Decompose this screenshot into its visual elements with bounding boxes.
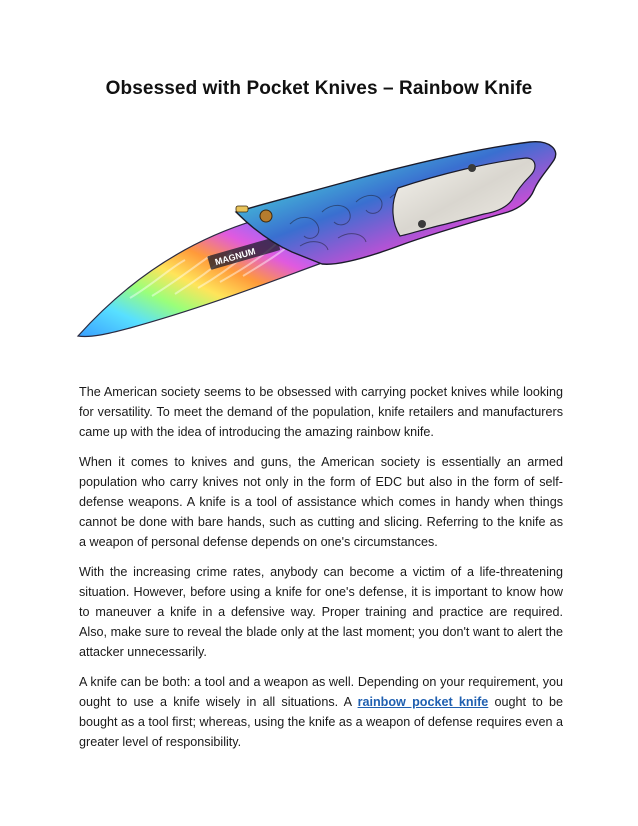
paragraph-4-after: ought to be bought as a tool first; whereas, using the knife as a weapon of defense requires even a greater level of responsibility. (79, 695, 563, 749)
article-body (79, 382, 563, 762)
paragraph-3: With the increasing crime rates, anybody can become a victim of a life-threatening situation. However, before using a knife for one's defense, it is important to know how to maneuver a knife in a defensive way. Proper training and practice are required. Also, make sure to reveal the blade only at the last moment; you don't want to alert the attacker unnecessarily. (79, 565, 563, 659)
page-title: Obsessed with Pocket Knives – Rainbow Knife (105, 78, 533, 99)
rainbow-pocket-knife-link[interactable]: rainbow pocket knife (357, 695, 489, 709)
paragraph-4-before: A knife can be both: a tool and a weapon as well. Depending on your requirement, you ought to use a knife wisely in all situations. A (79, 675, 563, 709)
thumb-stud (236, 206, 248, 212)
knife-illustration (60, 128, 580, 360)
rainbow-knife-image (60, 128, 580, 360)
handle-screw (468, 164, 476, 172)
paragraph-2: When it comes to knives and guns, the American society is essentially an armed population who carry knives not only in the form of EDC but also in the form of self-defense weapons. A knife is a tool of assistance which comes in handy when things cannot be done with bare hands, such as cutting and slicing. Referring to the knife as a weapon of personal defense depends on one's circumstances. (79, 455, 563, 549)
paragraph-1: The American society seems to be obsessed with carrying pocket knives while looking for versatility. To meet the demand of the population, knife retailers and manufacturers came up with the idea of introducing the amazing rainbow knife. (79, 385, 563, 439)
handle-screw-2 (418, 220, 426, 228)
svg-text:MAGNUM: MAGNUM (213, 246, 257, 268)
pivot-screw (260, 210, 272, 222)
paragraph-4 (79, 672, 563, 752)
